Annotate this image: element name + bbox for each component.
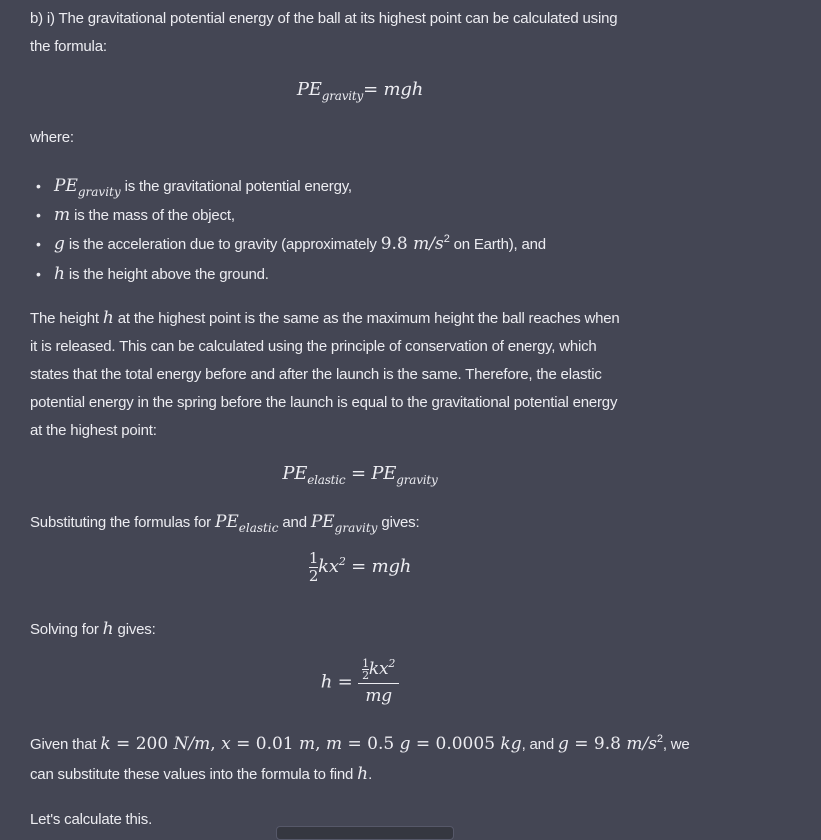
intro-paragraph bbox=[30, 5, 730, 61]
equation-substituted: $\frac{1}{2}$ $kx^2$ = mgh bbox=[308, 549, 412, 585]
substitution-line: Substituting the formulas for $PE_{elastic}$ and $PE_{gravity}$ gives: bbox=[30, 512, 420, 535]
where-label: where: bbox=[30, 129, 74, 146]
list-item: • m is the mass of the object, bbox=[32, 201, 732, 230]
list-item: • g is the acceleration due to gravity (approximately 9.8 $m/s^2$ on Earth), and bbox=[32, 230, 732, 260]
equation-pe-gravity: $PE_{gravity}=$ mgh bbox=[296, 79, 424, 103]
list-item: • h is the height above the ground. bbox=[32, 260, 732, 289]
closing-line: Let's calculate this. bbox=[30, 811, 153, 828]
list-item: • $PE_{gravity}$ is the gravitational potential energy, bbox=[32, 172, 732, 201]
intro-line-2: the formula: bbox=[30, 38, 107, 55]
partial-code-block bbox=[276, 826, 454, 840]
intro-line-1: b) i) The gravitational potential energy of the ball at its highest point can be calculated using bbox=[30, 10, 618, 27]
equation-solve-h: h = $\frac{1}{2}$ $kx^2$ mg bbox=[30, 658, 690, 706]
explanation-paragraph: The height h at the highest point is the same as the maximum height the ball reaches when it is released. This can be calculated using the principle of conservation of energy, which states that the total energy before and after the launch is the same. Therefore, the elastic potential energy in the spring before the launch is equal to the gravitational potential energy at the highest point: bbox=[30, 308, 620, 439]
equation-energy-balance: $PE_{elastic} = PE_{gravity}$ bbox=[282, 463, 438, 487]
given-paragraph: Given that k = 200 N/m, x = 0.01 m, m = 0.5 g = 0.0005 kg, and g = 9.8 $m/s^2$, we can substitute these values into the formula to find h. bbox=[30, 733, 690, 784]
solving-line: Solving for h gives: bbox=[30, 619, 156, 639]
variable-list bbox=[32, 172, 732, 289]
